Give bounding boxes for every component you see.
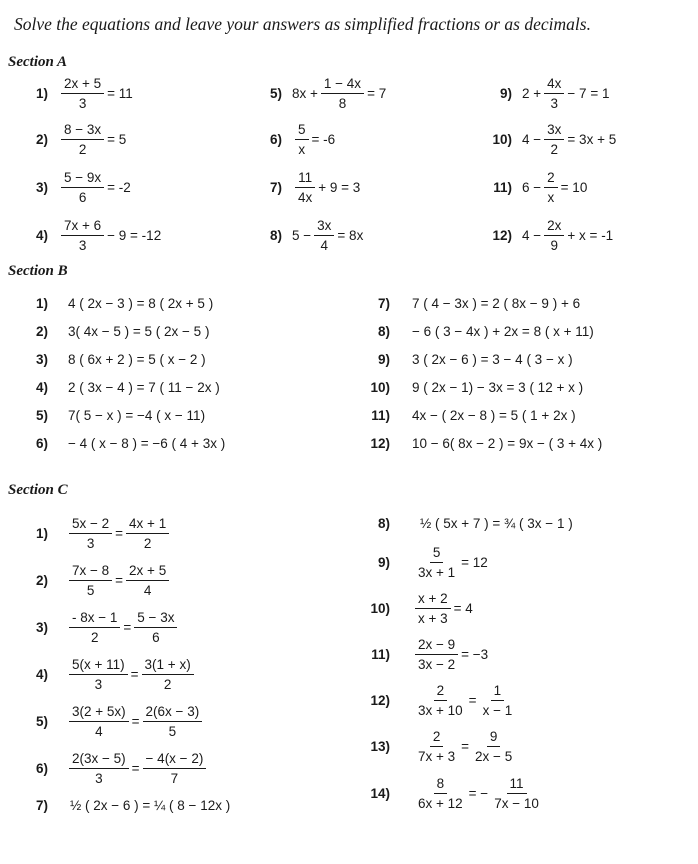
section-a-question-7: 7) $\frac{11}{4x}$ + 9 = 3	[269, 170, 361, 205]
section-a-question-2: 2) $\frac{8 - 3x}{2}$ = 5	[35, 122, 127, 157]
section-c-heading: Section C	[8, 482, 68, 498]
section-b-question-12: 12) 10 − 6( 8x − 2 ) = 9x − ( 3 + 4x )	[370, 436, 603, 451]
section-a-question-1: 1) $\frac{2x + 5}{3}$ = 11	[35, 76, 133, 111]
instructions-title: Solve the equations and leave your answers as simplified fractions or as decimals.	[14, 14, 591, 34]
section-b-question-2: 2) 3( 4x − 5 ) = 5 ( 2x − 5 )	[35, 324, 210, 339]
section-c-question-13: 13) $\frac{2}{7x + 3}$ = $\frac{9}{2x - 5}$	[370, 729, 513, 764]
section-c-question-7: 7) ½ ( 2x − 6 ) = ¼ ( 8 − 12x )	[35, 798, 231, 813]
section-a-question-6: 6) $\frac{5}{x}$ = -6	[269, 122, 336, 157]
section-c-question-5: 5) $\frac{3(2 + 5x)}{4}$ = $\frac{2(6x - 3)}{5}$	[20, 704, 205, 739]
section-a-question-8: 8) 5 − $\frac{3x}{4}$ = 8x	[269, 218, 364, 253]
section-b-question-10: 10) 9 ( 2x − 1) − 3x = 3 ( 12 + x )	[370, 380, 584, 395]
section-b-question-1: 1) 4 ( 2x − 3 ) = 8 ( 2x + 5 )	[35, 296, 214, 311]
section-b-question-9: 9) 3 ( 2x − 6 ) = 3 − 4 ( 3 − x )	[377, 352, 573, 367]
section-a-question-5: 5) 8x + $\frac{1 - 4x}{8}$ = 7	[269, 76, 387, 111]
section-c-question-6: 6) $\frac{2(3x - 5)}{3}$ = $\frac{- 4(x - 2)}{7}$	[20, 751, 209, 786]
section-c-question-12: 12) $\frac{2}{3x + 10}$ = $\frac{1}{x - 1}$	[370, 683, 513, 718]
section-c-question-14: 14) $\frac{8}{6x + 12}$ = − $\frac{11}{7x - 10}$	[370, 776, 539, 811]
section-a-heading: Section A	[8, 54, 68, 70]
section-b-question-4: 4) 2 ( 3x − 4 ) = 7 ( 11 − 2x )	[35, 380, 220, 395]
section-c-question-8: 8) ½ ( 5x + 7 ) = ¾ ( 3x − 1 )	[377, 516, 573, 531]
section-c-question-3: 3) $\frac{- 8x - 1}{2}$ = $\frac{5 - 3x}{6}$	[20, 610, 180, 645]
section-c-question-4: 4) $\frac{5(x + 11)}{3}$ = $\frac{3(1 + x)}{2}$	[20, 657, 197, 692]
section-b-question-7: 7) 7 ( 4 − 3x ) = 2 ( 8x − 9 ) + 6	[377, 296, 581, 311]
section-b-heading: Section B	[8, 263, 68, 279]
section-b-question-8: 8) − 6 ( 3 − 4x ) + 2x = 8 ( x + 11)	[377, 324, 594, 339]
section-c-question-9: 9) $\frac{5}{3x + 1}$ = 12	[377, 545, 488, 580]
section-b-question-3: 3) 8 ( 6x + 2 ) = 5 ( x − 2 )	[35, 352, 206, 367]
section-b-question-6: 6) − 4 ( x − 8 ) = −6 ( 4 + 3x )	[35, 436, 226, 451]
section-c-question-1: 1) $\frac{5x - 2}{3}$ = $\frac{4x + 1}{2}$	[20, 516, 172, 551]
section-b-question-11: 11) 4x − ( 2x − 8 ) = 5 ( 1 + 2x )	[371, 408, 576, 423]
section-a-question-9: 9) 2 + $\frac{4x}{3}$ − 7 = 1	[499, 76, 610, 111]
section-b-question-5: 5) 7( 5 − x ) = −4 ( x − 11)	[35, 408, 206, 423]
section-a-question-4: 4) $\frac{7x + 6}{3}$ − 9 = -12	[35, 218, 162, 253]
section-c-question-2: 2) $\frac{7x - 8}{5}$ = $\frac{2x + 5}{4}$	[20, 563, 172, 598]
section-c-question-11: 11) $\frac{2x - 9}{3x - 2}$ = −3	[371, 637, 489, 672]
section-a-question-12: 12) 4 − $\frac{2x}{9}$ + x = -1	[492, 218, 614, 253]
section-c-question-10: 10) $\frac{x + 2}{x + 3}$ = 4	[370, 591, 473, 626]
section-a-question-10: 10) 4 − $\frac{3x}{2}$ = 3x + 5	[492, 122, 617, 157]
section-a-question-3: 3) $\frac{5 - 9x}{6}$ = -2	[35, 170, 131, 205]
section-a-question-11: 11) 6 − $\frac{2}{x}$ = 10	[493, 170, 588, 205]
